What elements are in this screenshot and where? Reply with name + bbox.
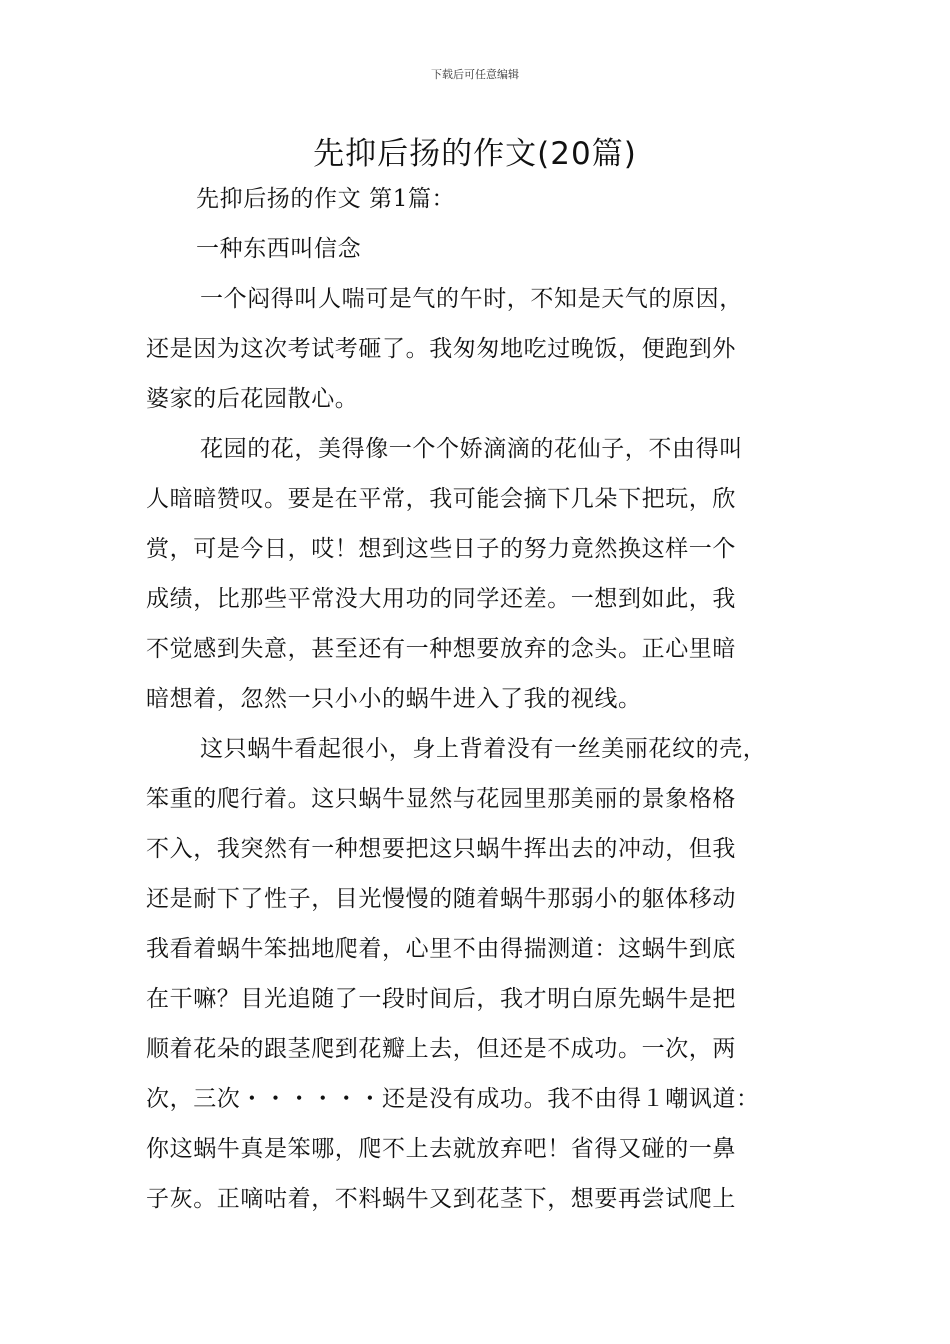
- text-line: 一个闷得叫人喘可是气的午时，不知是天气的原因，: [200, 286, 743, 312]
- text-line: 还是耐下了性子，目光慢慢的随着蜗牛那弱小的躯体移动: [146, 886, 736, 912]
- text-line: 子灰。正嘀咕着，不料蜗牛又到花茎下，想要再尝试爬上: [146, 1186, 736, 1212]
- essay-title: 一种东西叫信念: [196, 236, 362, 262]
- essay-subtitle: 先抑后扬的作文 第1篇：: [196, 186, 456, 212]
- text-line: 不觉感到失意，甚至还有一种想要放弃的念头。正心里暗: [146, 636, 736, 662]
- text-line: 赏，可是今日，哎！想到这些日子的努力竟然换这样一个: [146, 536, 736, 562]
- text-line: 在干嘛？目光追随了一段时间后，我才明白原先蜗牛是把: [146, 986, 736, 1012]
- text-line: 人暗暗赞叹。要是在平常，我可能会摘下几朵下把玩，欣: [146, 486, 736, 512]
- text-line: 还是因为这次考试考砸了。我匆匆地吃过晚饭，便跑到外: [146, 336, 736, 362]
- text-line: 顺着花朵的跟茎爬到花瓣上去，但还是不成功。一次，两: [146, 1036, 736, 1062]
- header-note: 下载后可任意编辑: [431, 68, 519, 81]
- text-line: 次，三次・・・・・・还是没有成功。我不由得１嘲讽道：: [146, 1086, 760, 1112]
- text-line: 我看着蜗牛笨拙地爬着，心里不由得揣测道：这蜗牛到底: [146, 936, 736, 962]
- text-line: 暗想着，忽然一只小小的蜗牛进入了我的视线。: [146, 686, 642, 712]
- text-line: 花园的花，美得像一个个娇滴滴的花仙子，不由得叫: [200, 436, 743, 462]
- text-line: 婆家的后花园散心。: [146, 386, 359, 412]
- text-line: 笨重的爬行着。这只蜗牛显然与花园里那美丽的景象格格: [146, 786, 736, 812]
- text-line: 你这蜗牛真是笨哪，爬不上去就放弃吧！省得又碰的一鼻: [146, 1136, 736, 1162]
- document-title: 先抑后扬的作文(20篇): [313, 136, 637, 172]
- text-line: 成绩，比那些平常没大用功的同学还差。一想到如此，我: [146, 586, 736, 612]
- text-line: 这只蜗牛看起很小，身上背着没有一丝美丽花纹的壳，: [200, 736, 767, 762]
- text-line: 不入，我突然有一种想要把这只蜗牛挥出去的冲动，但我: [146, 836, 736, 862]
